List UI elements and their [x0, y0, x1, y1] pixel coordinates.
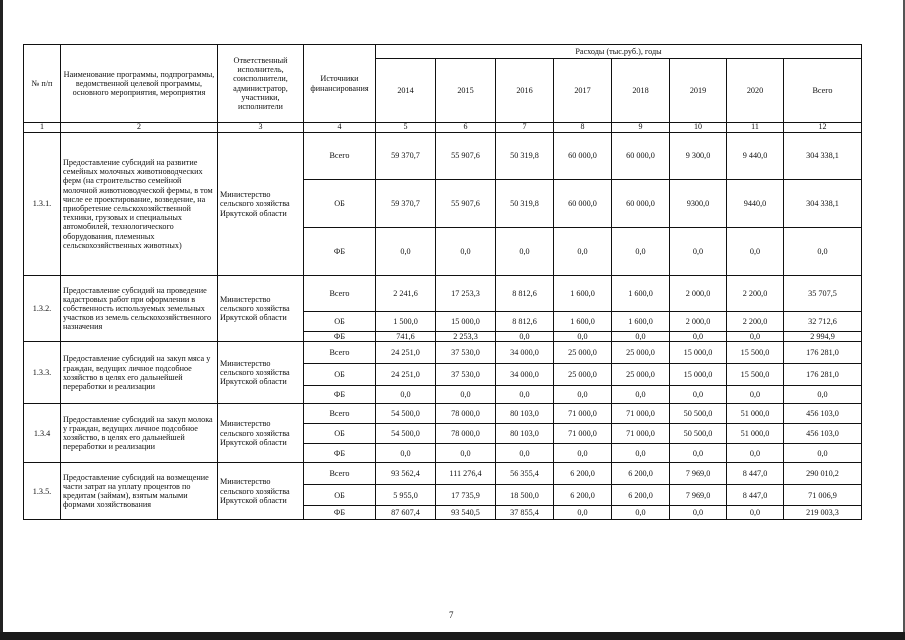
amount-cell: 0,0 — [670, 444, 727, 463]
total-cell: 290 010,2 — [784, 463, 862, 485]
column-number: 6 — [436, 123, 496, 133]
amount-cell: 5 955,0 — [376, 485, 436, 506]
amount-cell: 0,0 — [727, 444, 784, 463]
funding-source: ОБ — [304, 364, 376, 386]
amount-cell: 2 241,6 — [376, 276, 436, 312]
header-total: Всего — [784, 59, 862, 123]
amount-cell: 0,0 — [376, 228, 436, 276]
amount-cell: 15 500,0 — [727, 364, 784, 386]
amount-cell: 9440,0 — [727, 180, 784, 228]
amount-cell: 0,0 — [670, 386, 727, 404]
amount-cell: 0,0 — [727, 228, 784, 276]
measure-name: Предоставление субсидий на закуп молока у граждан, ведущих личное подсобное хозяйство, в целях его дальнейшей переработки и реализации — [61, 404, 218, 463]
measure-name: Предоставление субсидий на проведение кадастровых работ при оформлении в собственность используемых земельных участков из земель сельскохозяйственного назначения — [61, 276, 218, 342]
amount-cell: 0,0 — [727, 386, 784, 404]
amount-cell: 51 000,0 — [727, 424, 784, 444]
column-number: 1 — [24, 123, 61, 133]
amount-cell: 9 440,0 — [727, 133, 784, 180]
amount-cell: 8 812,6 — [496, 312, 554, 332]
amount-cell: 50 500,0 — [670, 404, 727, 424]
amount-cell: 0,0 — [670, 506, 727, 520]
column-number: 9 — [612, 123, 670, 133]
amount-cell: 8 447,0 — [727, 463, 784, 485]
column-number: 5 — [376, 123, 436, 133]
funding-source: Всего — [304, 404, 376, 424]
amount-cell: 8 447,0 — [727, 485, 784, 506]
amount-cell: 2 200,0 — [727, 312, 784, 332]
amount-cell: 8 812,6 — [496, 276, 554, 312]
amount-cell: 7 969,0 — [670, 485, 727, 506]
amount-cell: 2 253,3 — [436, 332, 496, 342]
amount-cell: 15 000,0 — [670, 364, 727, 386]
total-cell: 456 103,0 — [784, 404, 862, 424]
funding-source: ФБ — [304, 506, 376, 520]
funding-source: Всего — [304, 342, 376, 364]
scan-edge-bottom — [0, 632, 905, 640]
amount-cell: 55 907,6 — [436, 180, 496, 228]
amount-cell: 0,0 — [670, 332, 727, 342]
amount-cell: 0,0 — [554, 444, 612, 463]
amount-cell: 0,0 — [436, 444, 496, 463]
amount-cell: 9 300,0 — [670, 133, 727, 180]
funding-source: ОБ — [304, 485, 376, 506]
header-responsible: Ответственный исполнитель, соисполнители, администратор, участники, исполнители — [218, 45, 304, 123]
amount-cell: 78 000,0 — [436, 404, 496, 424]
total-cell: 176 281,0 — [784, 364, 862, 386]
amount-cell: 80 103,0 — [496, 424, 554, 444]
amount-cell: 0,0 — [436, 386, 496, 404]
amount-cell: 37 530,0 — [436, 364, 496, 386]
funding-source: ФБ — [304, 444, 376, 463]
measure-name: Предоставление субсидий на возмещение части затрат на уплату процентов по кредитам (займам), взятым малыми формами хозяйствования — [61, 463, 218, 520]
amount-cell: 54 500,0 — [376, 404, 436, 424]
amount-cell: 25 000,0 — [612, 342, 670, 364]
measure-name: Предоставление субсидий на развитие семейных молочных животноводческих ферм (на строительство семейной молочной животноводческой фермы, в том числе ее проектирование, возведение, на приобретение сельскохозяйственной техники, грузовых и специальных автомобилей, технологического оборудования, племенных сельскохозяйственных животных) — [61, 133, 218, 276]
amount-cell: 71 000,0 — [612, 424, 670, 444]
amount-cell: 0,0 — [612, 332, 670, 342]
column-number-row — [24, 123, 862, 133]
amount-cell: 2 000,0 — [670, 312, 727, 332]
column-number: 2 — [61, 123, 218, 133]
responsible-executor: Министерство сельского хозяйства Иркутской области — [218, 276, 304, 342]
amount-cell: 60 000,0 — [612, 180, 670, 228]
amount-cell: 37 855,4 — [496, 506, 554, 520]
total-cell: 219 003,3 — [784, 506, 862, 520]
total-cell: 176 281,0 — [784, 342, 862, 364]
responsible-executor: Министерство сельского хозяйства Иркутской области — [218, 342, 304, 404]
amount-cell: 50 319,8 — [496, 180, 554, 228]
row-number: 1.3.4 — [24, 404, 61, 463]
amount-cell: 87 607,4 — [376, 506, 436, 520]
amount-cell: 2 200,0 — [727, 276, 784, 312]
header-year: 2019 — [670, 59, 727, 123]
column-number: 12 — [784, 123, 862, 133]
column-number: 7 — [496, 123, 554, 133]
amount-cell: 55 907,6 — [436, 133, 496, 180]
amount-cell: 0,0 — [496, 228, 554, 276]
table-row — [24, 133, 862, 180]
amount-cell: 2 000,0 — [670, 276, 727, 312]
amount-cell: 34 000,0 — [496, 342, 554, 364]
amount-cell: 15 000,0 — [436, 312, 496, 332]
amount-cell: 93 562,4 — [376, 463, 436, 485]
row-number: 1.3.3. — [24, 342, 61, 404]
amount-cell: 9300,0 — [670, 180, 727, 228]
responsible-executor: Министерство сельского хозяйства Иркутской области — [218, 133, 304, 276]
header-year: 2017 — [554, 59, 612, 123]
column-number: 3 — [218, 123, 304, 133]
table-body — [24, 133, 862, 520]
amount-cell: 37 530,0 — [436, 342, 496, 364]
amount-cell: 0,0 — [670, 228, 727, 276]
table-row — [24, 342, 862, 364]
amount-cell: 51 000,0 — [727, 404, 784, 424]
amount-cell: 741,6 — [376, 332, 436, 342]
row-number: 1.3.5. — [24, 463, 61, 520]
amount-cell: 17 735,9 — [436, 485, 496, 506]
amount-cell: 6 200,0 — [554, 485, 612, 506]
amount-cell: 0,0 — [436, 228, 496, 276]
row-number: 1.3.1. — [24, 133, 61, 276]
header-year: 2016 — [496, 59, 554, 123]
amount-cell: 25 000,0 — [554, 364, 612, 386]
amount-cell: 0,0 — [612, 506, 670, 520]
amount-cell: 54 500,0 — [376, 424, 436, 444]
amount-cell: 0,0 — [554, 386, 612, 404]
amount-cell: 15 500,0 — [727, 342, 784, 364]
table-row — [24, 276, 862, 312]
funding-source: ОБ — [304, 424, 376, 444]
table-row — [24, 463, 862, 485]
column-number: 10 — [670, 123, 727, 133]
amount-cell: 0,0 — [727, 332, 784, 342]
amount-cell: 15 000,0 — [670, 342, 727, 364]
header-year: 2020 — [727, 59, 784, 123]
header-name: Наименование программы, подпрограммы, ведомственной целевой программы, основного мероприятия, мероприятия — [61, 45, 218, 123]
amount-cell: 1 600,0 — [554, 276, 612, 312]
amount-cell: 0,0 — [376, 444, 436, 463]
amount-cell: 0,0 — [612, 386, 670, 404]
total-cell: 0,0 — [784, 386, 862, 404]
amount-cell: 111 276,4 — [436, 463, 496, 485]
budget-table — [23, 44, 862, 520]
row-number: 1.3.2. — [24, 276, 61, 342]
amount-cell: 6 200,0 — [554, 463, 612, 485]
amount-cell: 71 000,0 — [554, 404, 612, 424]
amount-cell: 18 500,0 — [496, 485, 554, 506]
amount-cell: 24 251,0 — [376, 364, 436, 386]
amount-cell: 93 540,5 — [436, 506, 496, 520]
header-year: 2015 — [436, 59, 496, 123]
amount-cell: 1 500,0 — [376, 312, 436, 332]
column-number: 11 — [727, 123, 784, 133]
funding-source: Всего — [304, 276, 376, 312]
amount-cell: 1 600,0 — [554, 312, 612, 332]
amount-cell: 0,0 — [554, 332, 612, 342]
amount-cell: 0,0 — [496, 332, 554, 342]
amount-cell: 78 000,0 — [436, 424, 496, 444]
amount-cell: 56 355,4 — [496, 463, 554, 485]
amount-cell: 80 103,0 — [496, 404, 554, 424]
amount-cell: 34 000,0 — [496, 364, 554, 386]
amount-cell: 59 370,7 — [376, 133, 436, 180]
amount-cell: 6 200,0 — [612, 463, 670, 485]
amount-cell: 1 600,0 — [612, 276, 670, 312]
total-cell: 0,0 — [784, 444, 862, 463]
page-number: 7 — [449, 610, 454, 620]
funding-source: Всего — [304, 133, 376, 180]
header-year: 2014 — [376, 59, 436, 123]
amount-cell: 0,0 — [554, 228, 612, 276]
total-cell: 2 994,9 — [784, 332, 862, 342]
total-cell: 304 338,1 — [784, 180, 862, 228]
amount-cell: 0,0 — [727, 506, 784, 520]
total-cell: 304 338,1 — [784, 133, 862, 180]
funding-source: ФБ — [304, 228, 376, 276]
funding-source: ФБ — [304, 332, 376, 342]
measure-name: Предоставление субсидий на закуп мяса у граждан, ведущих личное подсобное хозяйство в целях его дальнейшей переработки и реализации — [61, 342, 218, 404]
amount-cell: 0,0 — [496, 444, 554, 463]
amount-cell: 0,0 — [612, 228, 670, 276]
column-number: 8 — [554, 123, 612, 133]
header-source: Источники финансирования — [304, 45, 376, 123]
amount-cell: 0,0 — [376, 386, 436, 404]
total-cell: 71 006,9 — [784, 485, 862, 506]
amount-cell: 50 500,0 — [670, 424, 727, 444]
total-cell: 456 103,0 — [784, 424, 862, 444]
amount-cell: 59 370,7 — [376, 180, 436, 228]
amount-cell: 6 200,0 — [612, 485, 670, 506]
amount-cell: 60 000,0 — [554, 133, 612, 180]
funding-source: ОБ — [304, 312, 376, 332]
total-cell: 35 707,5 — [784, 276, 862, 312]
responsible-executor: Министерство сельского хозяйства Иркутской области — [218, 463, 304, 520]
amount-cell: 0,0 — [554, 506, 612, 520]
amount-cell: 60 000,0 — [554, 180, 612, 228]
amount-cell: 0,0 — [496, 386, 554, 404]
amount-cell: 1 600,0 — [612, 312, 670, 332]
amount-cell: 17 253,3 — [436, 276, 496, 312]
amount-cell: 7 969,0 — [670, 463, 727, 485]
column-number: 4 — [304, 123, 376, 133]
funding-source: ОБ — [304, 180, 376, 228]
amount-cell: 25 000,0 — [554, 342, 612, 364]
funding-source: Всего — [304, 463, 376, 485]
amount-cell: 71 000,0 — [612, 404, 670, 424]
amount-cell: 0,0 — [612, 444, 670, 463]
funding-source: ФБ — [304, 386, 376, 404]
header-num: № п/п — [24, 45, 61, 123]
amount-cell: 50 319,8 — [496, 133, 554, 180]
scan-edge-left — [0, 0, 3, 640]
total-cell: 0,0 — [784, 228, 862, 276]
amount-cell: 60 000,0 — [612, 133, 670, 180]
responsible-executor: Министерство сельского хозяйства Иркутской области — [218, 404, 304, 463]
amount-cell: 24 251,0 — [376, 342, 436, 364]
header-expenses: Расходы (тыс.руб.), годы — [376, 45, 862, 59]
amount-cell: 71 000,0 — [554, 424, 612, 444]
total-cell: 32 712,6 — [784, 312, 862, 332]
amount-cell: 25 000,0 — [612, 364, 670, 386]
table-row — [24, 404, 862, 424]
header-year: 2018 — [612, 59, 670, 123]
